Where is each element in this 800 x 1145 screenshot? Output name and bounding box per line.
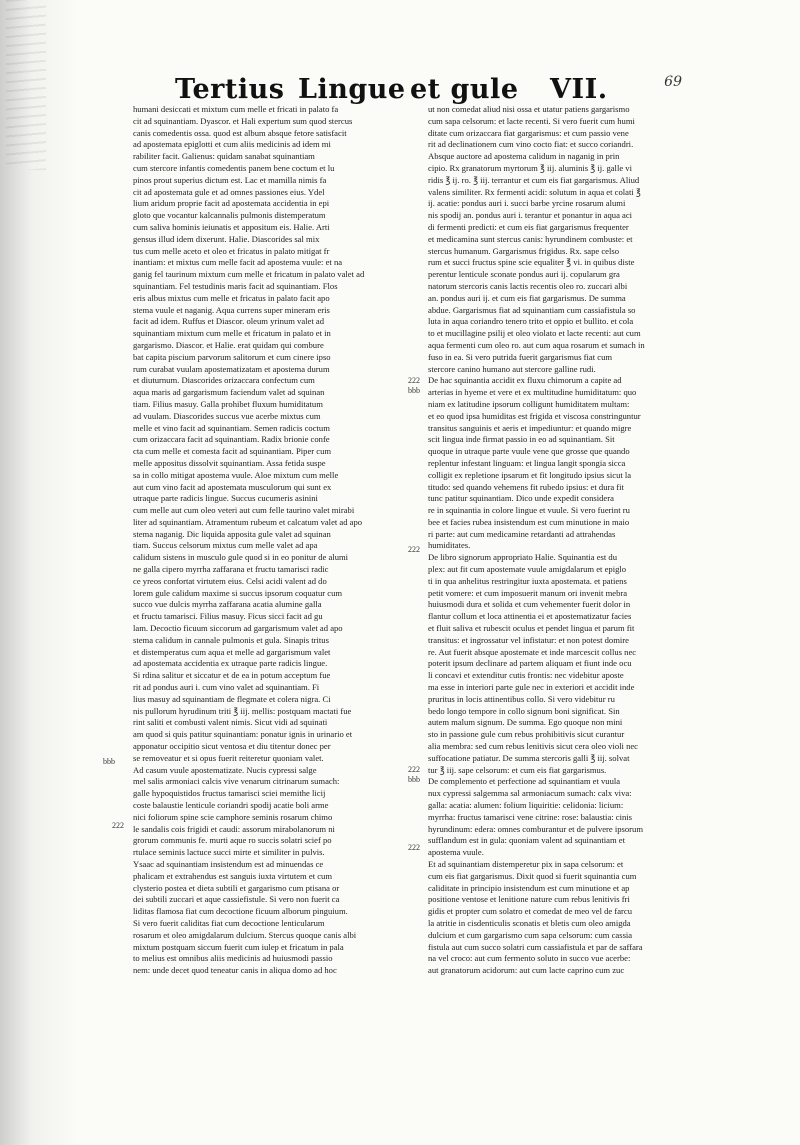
- text-line: arterias in hyeme et vere et ex multitudine humiditatum: quo: [428, 387, 637, 398]
- text-line: aut cum vino facit ad apostemata musculorum qui sunt ex: [133, 481, 332, 492]
- text-line: hyrundinum: edera: omnes comburantur et de pulvere ipsorum: [428, 823, 644, 834]
- margin-note-right-2: 222: [408, 545, 420, 554]
- text-line: Si rdina salitur et siccatur et de ea in potum acceptum fue: [133, 670, 331, 681]
- text-line: rint saliti et combusti valent nimis. Sicut vidi ad squinati: [133, 717, 328, 728]
- text-line: ti in qua anhelitus restringitur iuxta apostemata. et patiens: [428, 575, 627, 586]
- text-line: ri parte: aut cum medicamine retardanti ad attrahendas: [428, 528, 616, 539]
- text-line: cit ad apostemata gule et ad omnes passiones eius. Ydel: [133, 186, 325, 197]
- text-line: tunc patitur squinantiam. Dico unde expedit considera: [428, 493, 614, 504]
- text-line: sa in collo mitigat apostema vuule. Aloe mixtum cum melle: [133, 469, 339, 480]
- running-head-word-1: Tertius: [175, 74, 285, 105]
- margin-note-right-3: [408, 765, 420, 785]
- text-line: De libro signorum appropriato Halie. Squinantia est du: [428, 552, 618, 563]
- text-line: gidis et propter cum solatro et comedat de meo vel de farcu: [428, 906, 633, 917]
- text-line: petit vomere: et cum imposuerit manum ori invenit mebra: [428, 587, 628, 598]
- text-line: cum stercore infantis comedentis panem bene coctum et lu: [133, 162, 335, 173]
- text-line: gloto que vocantur kalcannalis pulmonis distemperatum: [133, 210, 326, 221]
- text-line: melle et vino facit ad squinantiam. Semen radicis coctum: [133, 422, 330, 433]
- text-line: cum sapa celsorum: et lacte recenti. Si vero fuerit cum humi: [428, 115, 635, 126]
- text-line: eris albus mixtus cum melle et fricatus in palato facit apo: [133, 292, 330, 303]
- margin-note-right-1: [408, 376, 420, 396]
- text-line: ad apostemata epiglotti et cum aliis medicinis ad idem mi: [133, 139, 331, 150]
- text-line: et medicamina sunt stercus canis: hyrundinem combuste: et: [428, 233, 633, 244]
- text-line: et fluit saliva et rubescit oculus et pendet lingua et parum fit: [428, 623, 635, 634]
- text-line: clysterio postea et dieta subtili et gargarismo cum ptisana or: [133, 882, 340, 893]
- text-line: nici foliorum spine scie camphore seminis rosarum chimo: [133, 811, 333, 822]
- text-line: transitus sanguinis et aeris et impediuntur: et quando migre: [428, 422, 632, 433]
- text-line: sto in passione gule cum rebus prohibitivis sicut curantur: [428, 729, 625, 740]
- text-line: aqua maris ad gargarismum faciendum valet ad squinan: [133, 387, 325, 398]
- text-line: tus cum melle aceto et oleo et fricatus in palato mitigat fr: [133, 245, 330, 256]
- text-line: an. pondus auri ij. et cum eis fiat gargarismus. De summa: [428, 292, 626, 303]
- text-line: utraque parte radicis lingue. Succus cucumeris asinini: [133, 493, 318, 504]
- text-line: na vel croco: aut cum fermento soluto in succo vue acerbe:: [428, 953, 631, 964]
- text-line: squinantiam mixtum cum melle et fricatum in palato et in: [133, 328, 331, 339]
- text-line: poterit ipsum declinare ad partem aliquam et fiunt inde ocu: [428, 658, 632, 669]
- text-line: squinantiam. Fel testudinis maris facit ad squinantiam. Flos: [133, 280, 338, 291]
- text-line: melle appositus dissolvit squinantiam. Assa fetida suspe: [133, 457, 326, 468]
- text-line: stema calidum in cannale pulmonis et gula. Sinapis tritus: [133, 634, 329, 645]
- text-line: lorem gule calidum maxime si succus ipsorum coquatur cum: [133, 587, 343, 598]
- left-text-column: [133, 104, 385, 977]
- text-line: tiam. Succus celsorum mixtus cum melle valet ad apa: [133, 540, 318, 551]
- text-line: bedo longo tempore in collo signum boni significat. Sin: [428, 705, 620, 716]
- text-line: plex: aut fit cum apostemate vuule amigdalarum et epiglo: [428, 564, 627, 575]
- text-line: ad vuulam. Diascorides succus vue acerbe mixtus cum: [133, 410, 321, 421]
- text-line: suffocatione patiatur. De summa stercoris galli ℥ iij. solvat: [428, 752, 630, 763]
- text-line: transitus: et ingrossatur vel infistatur: et non potest domire: [428, 634, 629, 645]
- margin-note-right-1b: bbb: [408, 386, 420, 395]
- text-line: cum saliva hominis ieiunatis et appositum eis. Halie. Arti: [133, 221, 330, 232]
- text-line: bee et facies rubea insistendum est cum minutione in maio: [428, 516, 630, 527]
- text-line: autem malum signum. De summa. Ego quoque non mini: [428, 717, 623, 728]
- text-line: ditate cum orizaccara fiat gargarismus: et cum passio vene: [428, 127, 629, 138]
- text-line: nis spodij an. pondus auri i. terantur et ponantur in aqua aci: [428, 210, 633, 221]
- text-line: liter ad squinantiam. Atramentum rubeum et calcatum valet ad apo: [133, 516, 363, 527]
- text-line: et distemperatus cum aqua et melle ad gargarismum valet: [133, 646, 331, 657]
- text-line: lium aridum proprie facit ad apostemata accidentia in epi: [133, 198, 330, 209]
- text-line: re in squinantia in colore lingue et vuule. Si vero fuerint ru: [428, 505, 630, 516]
- text-line: tur ℥ iij. sape celsorum: et cum eis fiat gargarismus.: [428, 764, 607, 775]
- text-line: re. Aut fuerit absque apostemate et inde marcescit collus nec: [428, 646, 637, 657]
- margin-note-left-1: bbb: [103, 757, 115, 766]
- text-line: le sandalis cois frigidi et caudi: assorum mirabolanorum ni: [133, 823, 335, 834]
- folio-number: 69: [664, 74, 682, 90]
- text-line: humiditates.: [428, 540, 471, 551]
- text-line: scit lingua inde firmat passio in eo ad squinantiam. Sit: [428, 434, 615, 445]
- text-line: rabiliter facit. Galienus: quidam sanabat squinantiam: [133, 151, 315, 162]
- text-line: lius masuy ad squinantiam de flegmate et colera nigra. Ci: [133, 693, 331, 704]
- text-line: replentur infestant linguam: et lingua langit spongia sicca: [428, 457, 626, 468]
- text-line: calidum sistens in musculo gule quod si in eo ponitur de alumi: [133, 552, 349, 563]
- text-line: perentur lenticule sconate pondus auri ij. copularum gra: [428, 269, 620, 280]
- text-line: cum orizaccara facit ad squinantiam. Radix brionie confe: [133, 434, 330, 445]
- running-head: [120, 74, 680, 108]
- text-line: lam. Decoctio ficuum siccorum ad gargarismum valet ad apo: [133, 623, 343, 634]
- text-line: nux cypressi salgemma sal armoniacum sumach: calx viva:: [428, 788, 632, 799]
- text-line: to melius est omnibus aliis medicinis ad huiusmodi passio: [133, 953, 333, 964]
- text-line: grorum communis fe. murti aque ro succis solatri scief po: [133, 835, 332, 846]
- text-line: alia membra: sed cum rebus lenitivis sicut cera oleo violi nec: [428, 741, 639, 752]
- margin-note-right-3b: bbb: [408, 775, 420, 784]
- text-line: nem: unde decet quod teneatur canis in aliqua domo ad hoc: [133, 965, 337, 976]
- text-line: ma esse in interiori parte gule nec in exteriori et accidit inde: [428, 682, 635, 693]
- text-line: fuso in ea. Si vero putrida fuerit gargarismus fiat cum: [428, 351, 613, 362]
- text-line: humani desiccati et mixtum cum melle et fricati in palato fa: [133, 104, 339, 114]
- text-line: stercore canino humano aut stercore galline rudi.: [428, 363, 596, 374]
- running-head-word-2: Lingue: [298, 74, 406, 105]
- text-line: colligit ex repletione ipsarum et fit longitudo ipsius sicut la: [428, 469, 632, 480]
- text-line: coste balaustie lenticule coriandri spodij acatie boli arme: [133, 800, 329, 811]
- text-line: li concavi et extenditur cutis frontis: nec videbitur aposte: [428, 670, 624, 681]
- text-line: natorum stercoris canis lactis recentis oleo ro. zuccari albi: [428, 280, 628, 291]
- text-line: stema vuule et naganig. Aqua currens super mineram eris: [133, 304, 330, 315]
- text-line: Et ad squinantiam distemperetur pix in sapa celsorum: et: [428, 859, 624, 869]
- text-line: rit ad declinationem cum vino cocto fiat: et succo coriandri.: [428, 139, 634, 150]
- text-line: rtulace seminis lactuce succi mirte et similiter in pulvis.: [133, 847, 325, 858]
- text-line: et diuturnum. Diascorides orizaccara confectum cum: [133, 375, 315, 386]
- text-line: caliditate in principio insistendum est cum minutione et ap: [428, 882, 630, 893]
- text-line: facit ad idem. Ruffus et Diascor. oleum yrinum valet ad: [133, 316, 325, 327]
- text-line: di fermenti predicti: et cum eis fiat gargarismus frequenter: [428, 221, 629, 232]
- binding-edge-marks: [6, 0, 46, 170]
- text-line: Ysaac ad squinantiam insistendum est ad minuendas ce: [133, 859, 324, 869]
- text-line: Ad casum vuule apostematizate. Nucis cypressi salge: [133, 764, 317, 775]
- text-line: flantur collum et loca attinentia ei et apostematizatur facies: [428, 611, 632, 622]
- text-line: cit ad squinantiam. Dyascor. et Hali expertum sum quod stercus: [133, 115, 353, 126]
- text-line: huiusmodi dura et solida et cum vehementer fuerit dolor in: [428, 599, 631, 610]
- text-line: et fructu tamarisci. Filius masuy. Ficus sicci facit ad gu: [133, 611, 323, 622]
- text-line: Si vero fuerit caliditas fiat cum decoctione lenticularum: [133, 917, 325, 928]
- text-line: ganig fel taurinum mixtum cum melle et fricatum in palato valet ad: [133, 269, 365, 280]
- text-line: rum et succi fructus spine scie equaliter ℥ vi. in quibus diste: [428, 257, 635, 268]
- text-line: myrrha: fructus tamarisci vene citrine: rose: balaustia: cinis: [428, 811, 633, 822]
- text-line: ridis ℥ ij. ro. ℥ iij. terrantur et cum eis fiat gargarismus. Aliud: [428, 174, 640, 185]
- text-line: phalicam et extrahendus est sanguis iuxta virtutem et cum: [133, 870, 333, 881]
- text-line: De hac squinantia accidit ex fluxu chimorum a capite ad: [428, 375, 622, 386]
- text-line: inantiam: et mixtus cum melle facit ad apostema vuule: et na: [133, 257, 343, 268]
- text-line: positione ventose et lenitione nature cum rebus lenitivis fri: [428, 894, 630, 905]
- text-line: nis pullorum hyrudinum triti ℥ iij. mellis: postquam mactati fue: [133, 705, 352, 716]
- text-line: luta in aqua coriandro tenero trito et oppio et bullito. et cola: [428, 316, 634, 327]
- text-line: canis comedentis ossa. quod est album absque fetore satisfacit: [133, 127, 347, 138]
- text-line: rit ad pondus auri i. cum vino valet ad squinantiam. Fi: [133, 682, 320, 693]
- text-line: ut non comedat aliud nisi ossa et utatur patiens gargarismo: [428, 104, 630, 114]
- text-line: ce yreos confortat virtutem eius. Celsi acidi valent ad do: [133, 575, 327, 586]
- margin-note-right-4: 222: [408, 843, 420, 852]
- text-line: bat capita piscium parvorum salitorum et cum cinere ipso: [133, 351, 331, 362]
- text-line: cum eis fiat gargarismus. Dixit quod si fuerit squinantia cum: [428, 870, 637, 881]
- margin-note-right-1a: 222: [408, 376, 420, 385]
- text-line: titudo: sed quando vehemens fit rubedo ipsius: et dura fit: [428, 481, 624, 492]
- text-line: rosarum et oleo amigdalarum dulcium. Stercus quoque canis albi: [133, 929, 357, 940]
- text-line: cum melle aut cum oleo veteri aut cum felle taurino valet mirabi: [133, 505, 355, 516]
- text-line: abdue. Gargarismus fiat ad squinantiam cum cassiafistula so: [428, 304, 636, 315]
- text-line: ne galla cipero myrrha zaffarana et fructu tamarisci radic: [133, 564, 329, 575]
- text-line: De complemento et perfectione ad squinantiam et vuula: [428, 776, 621, 787]
- text-line: rum curabat vuulam apostematizatam et apostema durum: [133, 363, 330, 374]
- text-line: et eo quod ipsa humiditas est frigida et viscosa constringuntur: [428, 410, 641, 421]
- text-line: dei subtili zuccari et aque cassiefistule. Si vero non fuerit ca: [133, 894, 340, 905]
- text-line: succo vue dulcis myrrha zaffarana acatia alumine galla: [133, 599, 322, 610]
- text-line: aut granatorum acidorum: aut cum lacte caprino cum zuc: [428, 965, 625, 976]
- text-line: to et mucillagine psilij et oleo violato et lacte recenti: aut cum: [428, 328, 641, 339]
- text-line: stercus humanum. Gargarismus frigidus. Rx. sape celso: [428, 245, 620, 256]
- text-line: sufflandum est in gula: quoniam valent ad squinantiam et: [428, 835, 625, 846]
- running-head-word-3: et gule: [410, 74, 519, 105]
- text-line: Absque auctore ad apostema calidum in naganig in prin: [428, 151, 620, 162]
- text-line: ad apostemata accidentia ex utraque parte radicis lingue.: [133, 658, 328, 669]
- text-line: se removeatur et si opus fuerit reiteretur quoniam valet.: [133, 752, 324, 763]
- text-line: pruritus in locis attinentibus collo. Si vero videbitur ru: [428, 693, 615, 704]
- text-line: mixtum postquam siccum fuerit cum iulep et fricatum in pala: [133, 941, 344, 952]
- text-line: cipio. Rx granatorum myrtorum ℥ iij. aluminis ℥ ij. galle vi: [428, 162, 632, 173]
- text-line: pinos prout superius dictum est. Lac et mamilla nimis fa: [133, 174, 327, 185]
- text-line: liditas flamosa fiat cum decoctione ficuum alborum pinguium.: [133, 906, 348, 917]
- text-line: niam ex latitudine ipsorum colligunt humiditatem multam:: [428, 398, 630, 409]
- text-line: ij. acatie: pondus auri i. succi barbe yrcine rosarum alumi: [428, 198, 626, 209]
- text-line: dulcium et cum gargarismo cum sapa celsorum: cum cassia: [428, 929, 633, 940]
- right-text-column: [428, 104, 686, 977]
- text-line: valens similiter. Rx fermenti acidi: solutum in aqua et colati ℥: [428, 186, 641, 197]
- text-line: galla: acatia: alumen: folium liquiritie: celidonia: licium:: [428, 800, 624, 811]
- text-line: gargarismo. Diascor. et Halie. erat quidam qui combure: [133, 339, 324, 350]
- margin-note-left-2: 222: [112, 821, 124, 830]
- text-line: gensus illud idem dixerunt. Halie. Diascorides sal mix: [133, 233, 320, 244]
- text-line: quoque in utraque parte vuule vene que grosse que quando: [428, 446, 630, 457]
- text-line: aqua fermenti cum oleo ro. aut cum aqua rosarum et sumach in: [428, 339, 645, 350]
- text-line: tiam. Filius masuy. Galla prohibet fluxum humiditatum: [133, 398, 323, 409]
- text-line: fistula aut cum succo solatri cum cassiafistula et par de saffara: [428, 941, 643, 952]
- running-head-chapter: VII.: [550, 74, 608, 105]
- text-line: apponatur occipitio sicut ventosa et diu titentur donec per: [133, 741, 331, 752]
- margin-note-right-3a: 222: [408, 765, 420, 774]
- text-line: mel salis armoniaci calcis vive venarum citrinarum sumach:: [133, 776, 340, 787]
- binding-shadow: [0, 0, 80, 1145]
- text-line: stema naganig. Dic liquida apposita gule valet ad squinan: [133, 528, 331, 539]
- text-line: cta cum melle et comesta facit ad squinantiam. Piper cum: [133, 446, 332, 457]
- text-line: apostema vuule.: [428, 847, 484, 858]
- text-line: galle hypoquistidos fructus tamarisci sciei memithe licij: [133, 788, 326, 799]
- text-line: am quod si quis patitur squinantiam: ponatur ignis in urinario et: [133, 729, 353, 740]
- text-line: la atritie in cisdenticulis sconatis et bletis cum oleo amigda: [428, 917, 631, 928]
